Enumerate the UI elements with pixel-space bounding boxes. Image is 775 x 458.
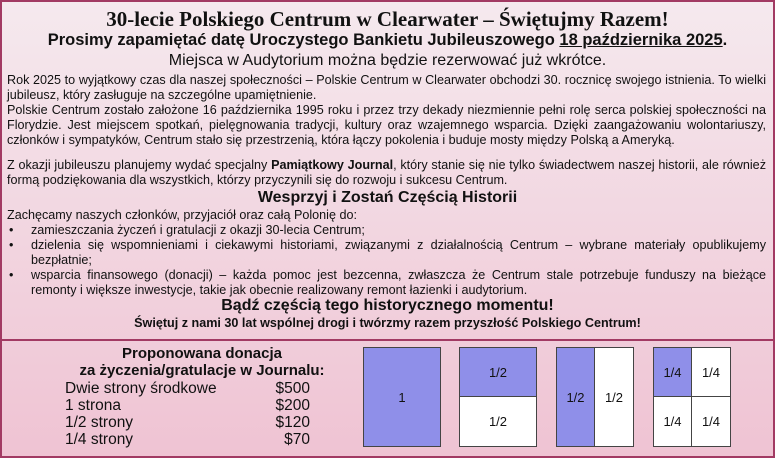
list-item: • wsparcia finansowego (donacji) – każda pomoc jest bezcenna, zwłaszcza że Centrum stale potrzebuje funduszy na bieżące remonty i większe inwestycje, takie jak obecnie realizowany remont łazienki i audytorium.: [7, 268, 766, 298]
donation-title-line1: Proponowana donacja: [121, 345, 283, 362]
journal-paragraph: [7, 158, 766, 188]
journal-prefix: Z okazji jubileuszu planujemy wydać specjalny: [7, 158, 272, 172]
donation-title: [62, 345, 342, 379]
price-label: Dwie strony środkowe: [65, 380, 217, 397]
list-item: • zamieszczania życzeń i gratulacji z okazji 30-lecia Centrum;: [7, 223, 766, 238]
invite-line: Zachęcamy naszych członków, przyjaciół oraz całą Polonię do:: [7, 208, 357, 222]
donation-title-line2: za życzenia/gratulacje w Journalu:: [79, 362, 325, 379]
section-divider: [2, 339, 773, 341]
list-item: • dzielenia się wspomnieniami i ciekawymi historiami, związanymi z działalnością Centrum – wybrane materiały opublikujemy bezpłatnie;: [7, 238, 766, 268]
layout-cell: 1/2: [557, 348, 595, 446]
price-value: $200: [275, 397, 310, 414]
subtitle-prefix: Prosimy zapamiętać datę Uroczystego Bankietu Jubileuszowego: [47, 31, 560, 49]
support-list: [7, 223, 766, 298]
closing-line: Świętuj z nami 30 lat wspólnej drogi i twórzmy razem przyszłość Polskiego Centrum!: [134, 316, 641, 330]
banquet-date-line: [2, 31, 773, 50]
history-paragraph: Polskie Centrum zostało założone 16 października 1995 roku i przez trzy dekady niezmiennie pełni rolę serca polskiej społeczności na Florydzie. Jest miejscem spotkań, pielęgnowania tradycji, kultury oraz wzajemnego wsparcia. Dzięki zaangażowaniu wolontariuszy, członków i sympatyków, Centrum stało się przestrzenią, która łączy pokolenia i buduje mosty między Polską a Ameryką.: [7, 103, 766, 147]
layout-cell: 1/2: [604, 389, 624, 405]
price-value: $70: [284, 431, 310, 448]
layout-cell: 1/4: [692, 348, 730, 397]
price-label: 1 strona: [65, 397, 122, 414]
journal-name: Pamiątkowy Journal: [271, 158, 394, 172]
layout-cell: 1/2: [460, 348, 536, 397]
layout-quarter: [653, 347, 731, 447]
announcement-section: [2, 2, 773, 337]
venue-line: Miejsca w Audytorium można będzie rezerwować już wkrótce.: [168, 52, 607, 69]
page-title: 30-lecie Polskiego Centrum w Clearwater – Świętujmy Razem!: [106, 7, 669, 31]
price-value: $120: [275, 414, 310, 431]
layout-cell: 1: [364, 348, 440, 446]
price-value: $500: [275, 380, 310, 397]
layout-half-horizontal: [459, 347, 537, 447]
subtitle-suffix: .: [722, 31, 728, 49]
layout-half-vertical: [556, 347, 634, 447]
banquet-date: 18 października 2025: [559, 31, 723, 49]
journal-suffix: , który stanie się nie tylko świadectwem naszej historii, ale również formą podziękowania dla wszystkich, którzy przyczynili się do rozwoju i sukcesu Centrum.: [7, 158, 766, 187]
price-label: 1/4 strony: [65, 431, 134, 448]
support-heading: Wesprzyj i Zostań Częścią Historii: [257, 189, 518, 206]
moment-heading: Bądź częścią tego historycznego momentu!: [221, 297, 554, 314]
intro-paragraph: Rok 2025 to wyjątkowy czas dla naszej społeczności – Polskie Centrum w Clearwater obchodzi 30. rocznicę swojego istnienia. To wielki jubileusz, który zasługuje na szczególne upamiętnienie.: [7, 73, 766, 102]
layout-cell: 1/2: [488, 414, 508, 429]
price-label: 1/2 strony: [65, 414, 134, 431]
layout-full-page: [363, 347, 441, 447]
layout-cell: 1/4: [654, 348, 692, 397]
layout-cell: 1/4: [701, 414, 721, 429]
layout-cell: 1/4: [654, 397, 692, 446]
